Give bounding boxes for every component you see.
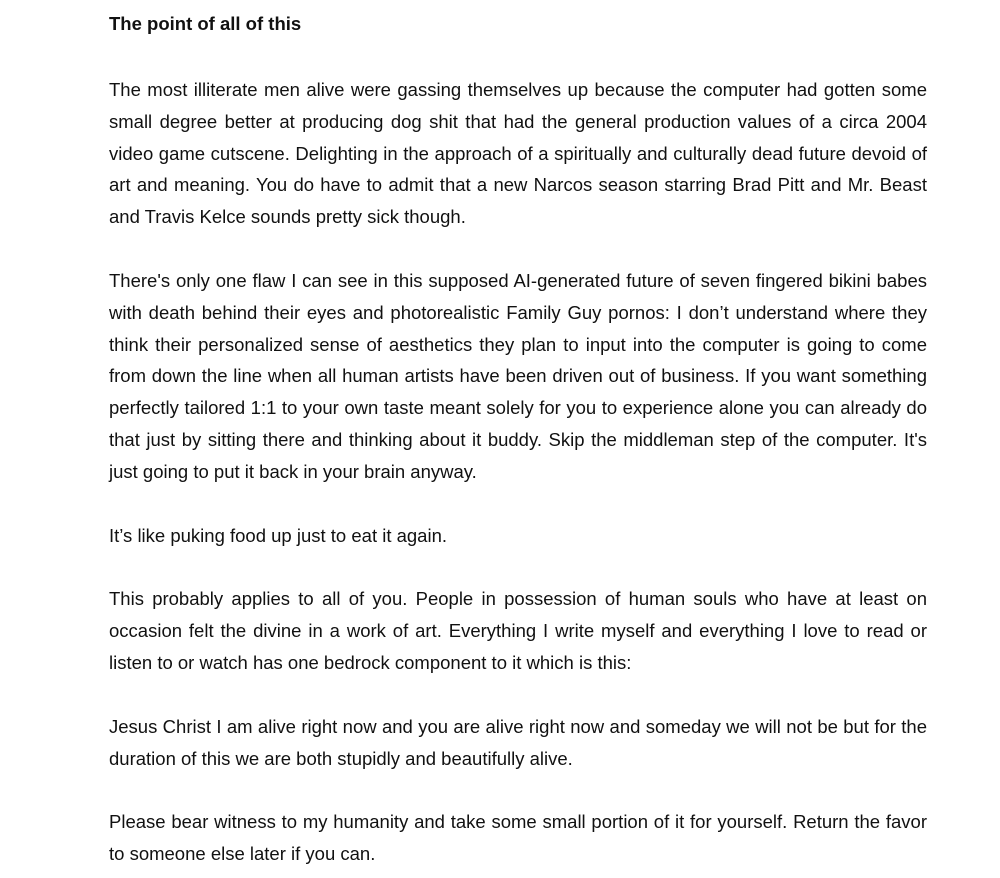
paragraph-5: Jesus Christ I am alive right now and you are alive right now and someday we will not be but for the duration of this we are both stupidly and beautifully alive. xyxy=(109,715,927,769)
paragraph-2: There's only one flaw I can see in this supposed AI-generated future of seven fingered bikini babes with death behind their eyes and photorealistic Family Guy pornos: I don’t understand where they think their personalized sense of aesthetics they plan to input into the computer is going to come from down the line when all human artists have been driven out of business. If you want something perfectly tailored 1:1 to your own taste meant solely for you to experience alone you can already do that just by sitting there and thinking about it buddy. Skip the middleman step of the computer. It's just going to put it back in your brain anyway. xyxy=(109,269,927,482)
paragraph-4: This probably applies to all of you. People in possession of human souls who have at least on occasion felt the divine in a work of art. Everything I write myself and everything I love to read or listen to or watch has one bedrock component to it which is this: xyxy=(109,588,927,673)
document-body xyxy=(109,10,927,870)
paragraph-6: Please bear witness to my humanity and take some small portion of it for yourself. Return the favor to someone else later if you can. xyxy=(109,811,927,865)
paragraph-3: It’s like puking food up just to eat it again. xyxy=(109,524,448,546)
paragraph-1: The most illiterate men alive were gassing themselves up because the computer had gotten some small degree better at producing dog shit that had the general production values of a circa 2004 video game cutscene. Delighting in the approach of a spiritually and culturally dead future devoid of art and meaning. You do have to admit that a new Narcos season starring Brad Pitt and Mr. Beast and Travis Kelce sounds pretty sick though. xyxy=(109,79,927,228)
section-heading: The point of all of this xyxy=(109,13,302,34)
